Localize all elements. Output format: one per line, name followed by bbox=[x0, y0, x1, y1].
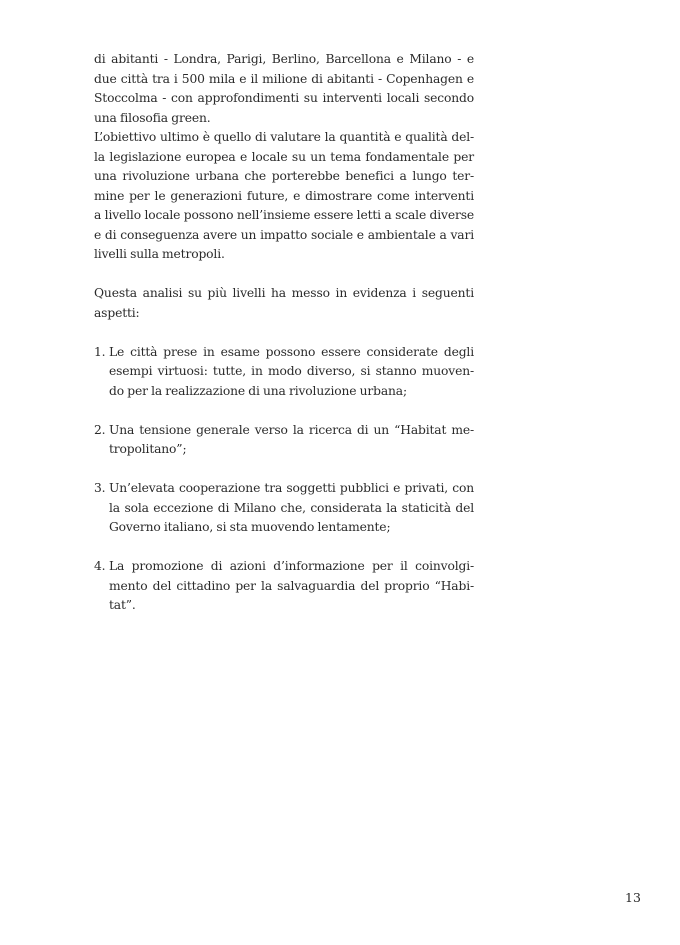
list-item bbox=[94, 479, 474, 538]
paragraph-gap bbox=[94, 323, 474, 343]
text-line: a livello locale possono nell’insieme essere letti a scale diverse bbox=[94, 208, 474, 222]
text-line: tropolitano”; bbox=[109, 442, 187, 456]
text-line: una rivoluzione urbana che porterebbe benefici a lungo ter- bbox=[94, 169, 474, 183]
text-line: la legislazione europea e locale su un tema fondamentale per bbox=[94, 149, 474, 164]
text-line: mento del cittadino per la salvaguardia del proprio “Habi- bbox=[109, 578, 474, 593]
list-number: 2. bbox=[94, 422, 106, 437]
text-line: Un’elevata cooperazione tra soggetti pubblici e privati, con bbox=[109, 481, 474, 495]
text-line: una filosofia green. bbox=[94, 110, 211, 125]
text-line: La promozione di azioni d’informazione per il coinvolgi- bbox=[109, 559, 474, 573]
list-item bbox=[94, 343, 474, 402]
list-text bbox=[109, 421, 474, 460]
text-line: esempi virtuosi: tutte, in modo diverso, si stanno muoven- bbox=[109, 364, 474, 378]
text-line: di abitanti - Londra, Parigi, Berlino, Barcellona e Milano - e bbox=[94, 52, 474, 66]
body-text bbox=[94, 50, 474, 616]
list-number: 1. bbox=[94, 344, 106, 359]
list-gap bbox=[94, 401, 474, 421]
list-gap bbox=[94, 538, 474, 558]
list-text bbox=[109, 557, 474, 616]
text-line: livelli sulla metropoli. bbox=[94, 247, 225, 261]
text-line: la sola eccezione di Milano che, considerata la staticità del bbox=[109, 500, 474, 515]
paragraph-gap bbox=[94, 265, 474, 285]
list-text bbox=[109, 479, 474, 538]
text-line: tat”. bbox=[109, 598, 136, 612]
text-line: Governo italiano, si sta muovendo lentamente; bbox=[109, 520, 391, 534]
list-number: 3. bbox=[94, 481, 106, 495]
list-gap bbox=[94, 460, 474, 480]
text-line: due città tra i 500 mila e il milione di abitanti - Copenhagen e bbox=[94, 71, 474, 86]
paragraph-intro bbox=[94, 50, 474, 128]
list-item bbox=[94, 421, 474, 460]
paragraph-objective bbox=[94, 128, 474, 265]
page-number: 13 bbox=[625, 890, 641, 905]
text-line: aspetti: bbox=[94, 305, 140, 320]
text-line: mine per le generazioni future, e dimostrare come interventi bbox=[94, 188, 474, 203]
text-line: Questa analisi su più livelli ha messo in evidenza i seguenti bbox=[94, 286, 474, 300]
text-line: do per la realizzazione di una rivoluzione urbana; bbox=[109, 383, 407, 398]
text-line: Stoccolma - con approfondimenti su interventi locali secondo bbox=[94, 91, 474, 105]
list-number: 4. bbox=[94, 559, 106, 573]
list-item bbox=[94, 557, 474, 616]
text-line: e di conseguenza avere un impatto sociale e ambientale a vari bbox=[94, 227, 474, 242]
list-text bbox=[109, 343, 474, 402]
text-line: L’obiettivo ultimo è quello di valutare la quantità e qualità del- bbox=[94, 130, 474, 144]
text-line: Una tensione generale verso la ricerca di un “Habitat me- bbox=[109, 422, 474, 437]
paragraph-analysis bbox=[94, 284, 474, 323]
aspects-list bbox=[94, 343, 474, 616]
text-line: Le città prese in esame possono essere considerate degli bbox=[109, 344, 474, 359]
